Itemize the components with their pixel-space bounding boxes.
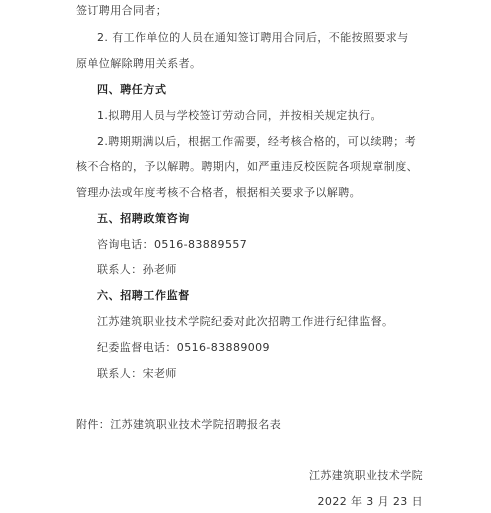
- section-4-item-2-line-3: 管理办法或年度考核不合格者，根据相关要求予以解聘。: [76, 186, 361, 199]
- clause-2-line-2: 原单位解除聘用关系者。: [76, 57, 202, 70]
- intro-tail-text: 签订聘用合同者；: [76, 4, 168, 17]
- section-5-heading: 五、招聘政策咨询: [97, 212, 190, 225]
- signature-date: 2022 年 3 月 23 日: [317, 495, 423, 508]
- section-4-item-1: 1.拟聘用人员与学校签订劳动合同，并按相关规定执行。: [97, 109, 382, 122]
- supervision-phone: 纪委监督电话：0516-83889009: [97, 341, 270, 354]
- signature-organization: 江苏建筑职业技术学院: [309, 469, 423, 482]
- supervision-contact: 联系人：宋老师: [97, 367, 177, 380]
- supervision-statement: 江苏建筑职业技术学院纪委对此次招聘工作进行纪律监督。: [97, 315, 394, 328]
- consult-contact: 联系人：孙老师: [97, 263, 177, 276]
- section-6-heading: 六、招聘工作监督: [97, 289, 190, 302]
- section-4-item-2-line-2: 核不合格的，予以解聘。聘期内，如严重违反校医院各项规章制度、: [76, 160, 418, 173]
- section-4-item-2-line-1: 2.聘期期满以后，根据工作需要，经考核合格的，可以续聘；考: [97, 135, 417, 148]
- clause-2-line-1: 2. 有工作单位的人员在通知签订聘用合同后，不能按照要求与: [97, 31, 409, 44]
- consult-phone: 咨询电话：0516-83889557: [97, 238, 248, 251]
- attachment-note: 附件：江苏建筑职业技术学院招聘报名表: [76, 418, 282, 431]
- section-4-heading: 四、聘任方式: [97, 83, 167, 96]
